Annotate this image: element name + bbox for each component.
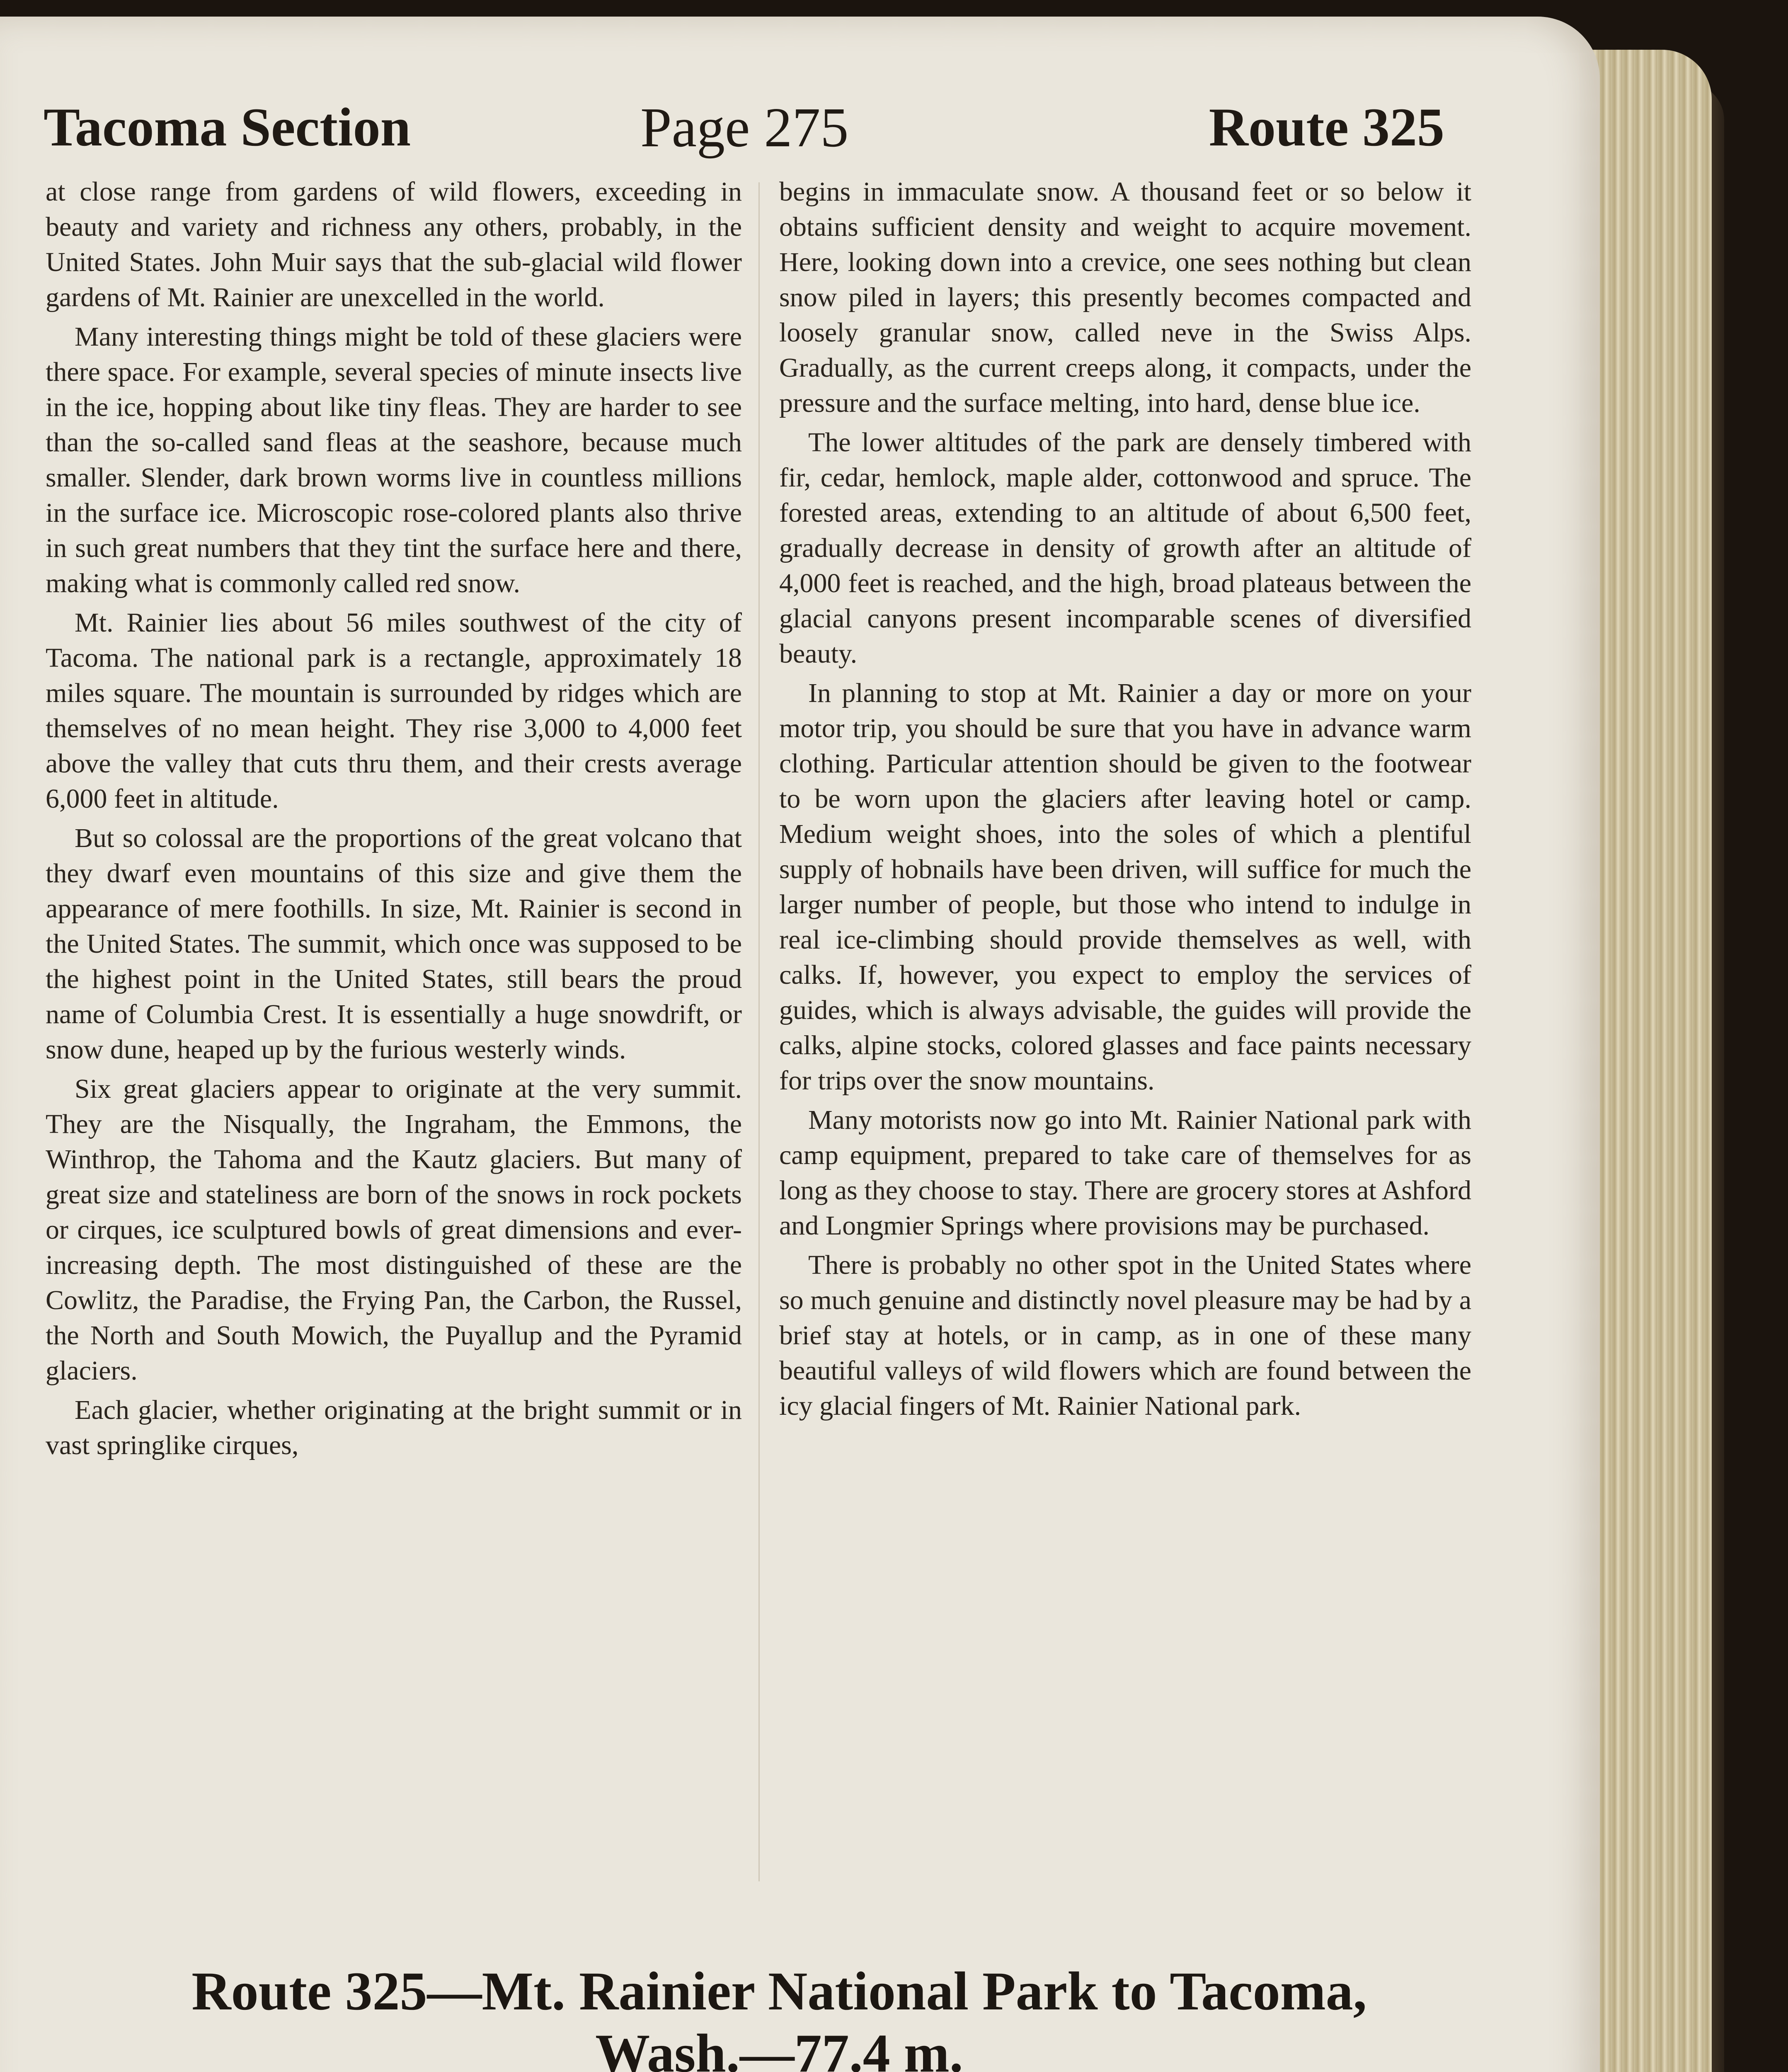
route-heading-line2: Wash.—77.4 m. [595,2023,963,2072]
paragraph: The lower altitudes of the park are densely timbered with fir, cedar, hemlock, maple alder, cottonwood and spruce. The forested areas, extending to an altitude of about 6,500 feet, gradually decrease in density of growth after an altitude of 4,000 feet is reached, and the high, broad plateaus between the glacial canyons present incomparable scenes of diversified beauty. [779,427,1471,669]
route-heading-line1: Route 325—Mt. Rainier National Park to Tacoma, [191,1961,1367,2021]
page-edges [1587,50,1712,2072]
paragraph: Many interesting things might be told of these glaciers were there space. For example, several species of minute insects live in the ice, hopping about like tiny fleas. They are harder to see than the so-called sand fleas at the seashore, because much smaller. Slender, dark brown worms live in countless millions in the surface ice. Microscopic rose-colored plants also thrive in such great numbers that they tint the surface here and there, making what is commonly called red snow. [46,322,742,598]
left-column [46,174,742,1467]
route-heading [75,1960,1484,2072]
paragraph: In planning to stop at Mt. Rainier a day or more on your motor trip, you should be sure that you have in advance warm clothing. Particular attention should be given to the footwear to be worn upon the glaciers after leaving hotel or camp. Medium weight shoes, into the soles of which a plentiful supply of hobnails have been driven, will suffice for much the larger number of people, but those who intend to indulge in real ice-climbing should provide themselves as well, with calks. If, however, you expect to employ the services of guides, which is always advisable, the guides will provide the calks, alpine stocks, colored glasses and face paints necessary for trips over the snow mountains. [779,678,1471,1096]
page-header [44,95,1444,166]
column-divider [758,182,760,1881]
paragraph: There is probably no other spot in the United States where so much genuine and distinctly novel pleasure may be had by a brief stay at hotels, or in camp, as in one of these many beautiful valleys of wild flowers which are found between the icy glacial fingers of Mt. Rainier National park. [779,1250,1471,1421]
route-number: Route 325 [1209,97,1444,157]
paragraph: Six great glaciers appear to originate at the very summit. They are the Nisqually, the Ingraham, the Emmons, the Winthrop, the Tahoma and the Kautz glaciers. But many of great size and stateliness are born of the snows in rock pockets or cirques, ice sculptured bowls of great dimensions and ever-increasing depth. The most distinguished of these are the Cowlitz, the Paradise, the Frying Pan, the Carbon, the Russel, the North and South Mowich, the Puyallup and the Pyramid glaciers. [46,1074,742,1386]
paragraph: Each glacier, whether originating at the bright summit or in vast springlike cirques, [46,1395,742,1460]
section-title: Tacoma Section [44,97,411,157]
right-column [779,174,1471,1428]
paragraph: But so colossal are the proportions of the great volcano that they dwarf even mountains of this size and give them the appearance of mere foothills. In size, Mt. Rainier is second in the United States. The summit, which once was supposed to be the highest point in the United States, still bears the proud name of Columbia Crest. It is essentially a huge snowdrift, or snow dune, heaped up by the furious westerly winds. [46,823,742,1065]
paragraph: Mt. Rainier lies about 56 miles southwest of the city of Tacoma. The national park is a rectangle, approximately 18 miles square. The mountain is surrounded by ridges which are themselves of no mean height. They rise 3,000 to 4,000 feet above the valley that cuts thru them, and their crests average 6,000 feet in altitude. [46,608,742,814]
paragraph: Many motorists now go into Mt. Rainier National park with camp equipment, prepared to take care of themselves for as long as they choose to stay. There are grocery stores at Ashford and Longmier Springs where provisions may be purchased. [779,1105,1471,1241]
page-number: Page 275 [640,97,849,159]
paragraph: begins in immaculate snow. A thousand feet or so below it obtains sufficient density and weight to acquire movement. Here, looking down into a crevice, one sees nothing but clean snow piled in layers; this presently becomes compacted and loosely granular snow, called neve in the Swiss Alps. Gradually, as the current creeps along, it compacts, under the pressure and the surface melting, into hard, dense blue ice. [779,177,1471,418]
paragraph: at close range from gardens of wild flowers, exceeding in beauty and variety and richness any others, probably, in the United States. John Muir says that the sub-glacial wild flower gardens of Mt. Rainier are unexcelled in the world. [46,177,742,312]
